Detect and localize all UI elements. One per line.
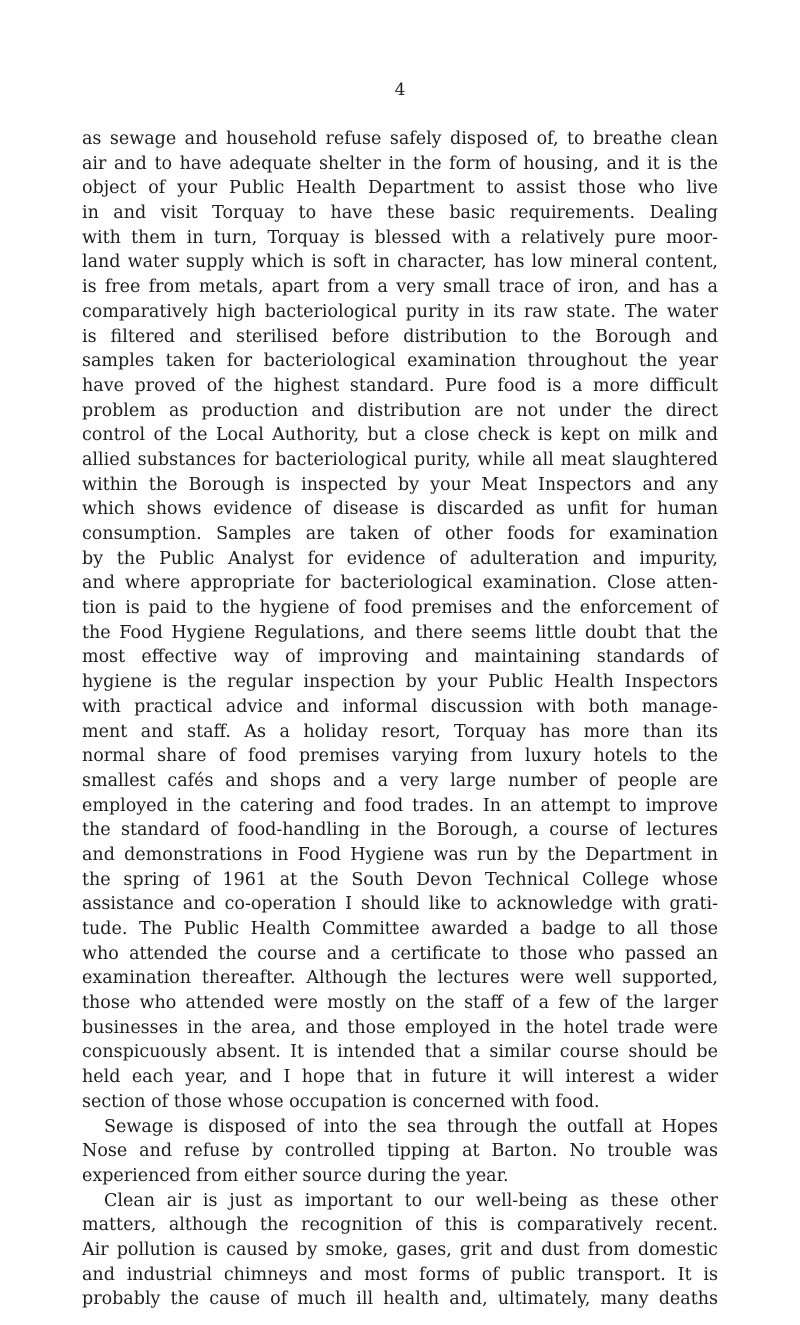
text-line: Nose and refuse by controlled tipping at Barton. No trouble was: [82, 1141, 718, 1162]
text-line: is free from metals, apart from a very small trace of iron, and has a: [82, 277, 718, 298]
text-line: smallest cafés and shops and a very large number of people are: [82, 770, 718, 791]
text-line: normal share of food premises varying from luxury hotels to the: [82, 746, 718, 767]
text-line: businesses in the area, and those employed in the hotel trade were: [82, 1017, 718, 1038]
text-line: experienced from either source during the year.: [82, 1165, 509, 1186]
text-line: allied substances for bacteriological purity, while all meat slaughtered: [82, 449, 718, 470]
text-line: and industrial chimneys and most forms of public transport. It is: [82, 1264, 718, 1285]
text-line: consumption. Samples are taken of other foods for examination: [82, 524, 718, 544]
paragraph: [82, 1189, 718, 1312]
text-line: and where appropriate for bacteriological examination. Close atten-: [82, 573, 718, 594]
text-line: section of those whose occupation is concerned with food.: [82, 1091, 600, 1112]
text-line: air and to have adequate shelter in the form of housing, and it is the: [82, 153, 718, 174]
text-line: ment and staff. As a holiday resort, Torquay has more than its: [82, 721, 718, 742]
paragraph: [82, 1115, 718, 1189]
text-line: object of your Public Health Department to assist those who live: [82, 178, 718, 199]
text-line: the spring of 1961 at the South Devon Technical College whose: [82, 869, 718, 890]
page-number: 4: [394, 80, 406, 100]
text-line: comparatively high bacteriological purity in its raw state. The water: [82, 301, 718, 322]
text-line: tude. The Public Health Committee awarded a badge to all those: [82, 919, 718, 939]
text-line: land water supply which is soft in character, has low mineral content,: [82, 252, 718, 273]
text-line: Clean air is just as important to our well-being as these other: [104, 1190, 718, 1211]
text-line: conspicuously absent. It is intended that a similar course should be: [82, 1042, 718, 1063]
text-line: and demonstrations in Food Hygiene was run by the Department in: [82, 844, 718, 865]
text-line: control of the Local Authority, but a close check is kept on milk and: [82, 425, 718, 446]
text-line: the Food Hygiene Regulations, and there seems little doubt that the: [82, 622, 718, 643]
paragraph: [82, 127, 718, 1115]
text-line: Air pollution is caused by smoke, gases, grit and dust from domestic: [82, 1239, 718, 1260]
text-line: as sewage and household refuse safely disposed of, to breathe clean: [82, 129, 718, 149]
text-line: in and visit Torquay to have these basic requirements. Dealing: [82, 203, 718, 224]
text-line: is filtered and sterilised before distribution to the Borough and: [82, 326, 718, 347]
text-line: have proved of the highest standard. Pure food is a more difficult: [82, 375, 718, 396]
text-line: matters, although the recognition of this is comparatively recent.: [82, 1215, 718, 1236]
body-text: [82, 127, 718, 1312]
text-line: within the Borough is inspected by your Meat Inspectors and any: [82, 474, 718, 495]
text-line: with practical advice and informal discussion with both manage-: [82, 696, 718, 717]
text-line: employed in the catering and food trades. In an attempt to improve: [82, 795, 718, 816]
text-line: by the Public Analyst for evidence of adulteration and impurity,: [82, 548, 718, 569]
text-line: with them in turn, Torquay is blessed with a relatively pure moor-: [82, 227, 718, 248]
text-line: most effective way of improving and maintaining standards of: [82, 647, 718, 668]
text-line: problem as production and distribution are not under the direct: [82, 400, 718, 421]
text-line: assistance and co-operation I should like to acknowledge with grati-: [82, 894, 718, 915]
text-line: examination thereafter. Although the lectures were well supported,: [82, 968, 718, 989]
text-line: which shows evidence of disease is discarded as unfit for human: [82, 499, 718, 520]
text-line: the standard of food-handling in the Borough, a course of lectures: [82, 820, 718, 841]
text-line: who attended the course and a certificate to those who passed an: [82, 943, 718, 964]
text-line: held each year, and I hope that in future it will interest a wider: [82, 1067, 718, 1088]
text-line: samples taken for bacteriological examination throughout the year: [82, 351, 718, 372]
text-line: hygiene is the regular inspection by your Public Health Inspectors: [82, 672, 718, 693]
text-line: probably the cause of much ill health and, ultimately, many deaths: [82, 1289, 718, 1310]
text-line: Sewage is disposed of into the sea through the outfall at Hopes: [104, 1116, 718, 1137]
text-line: tion is paid to the hygiene of food premises and the enforcement of: [82, 598, 718, 619]
text-line: those who attended were mostly on the staff of a few of the larger: [82, 993, 718, 1014]
